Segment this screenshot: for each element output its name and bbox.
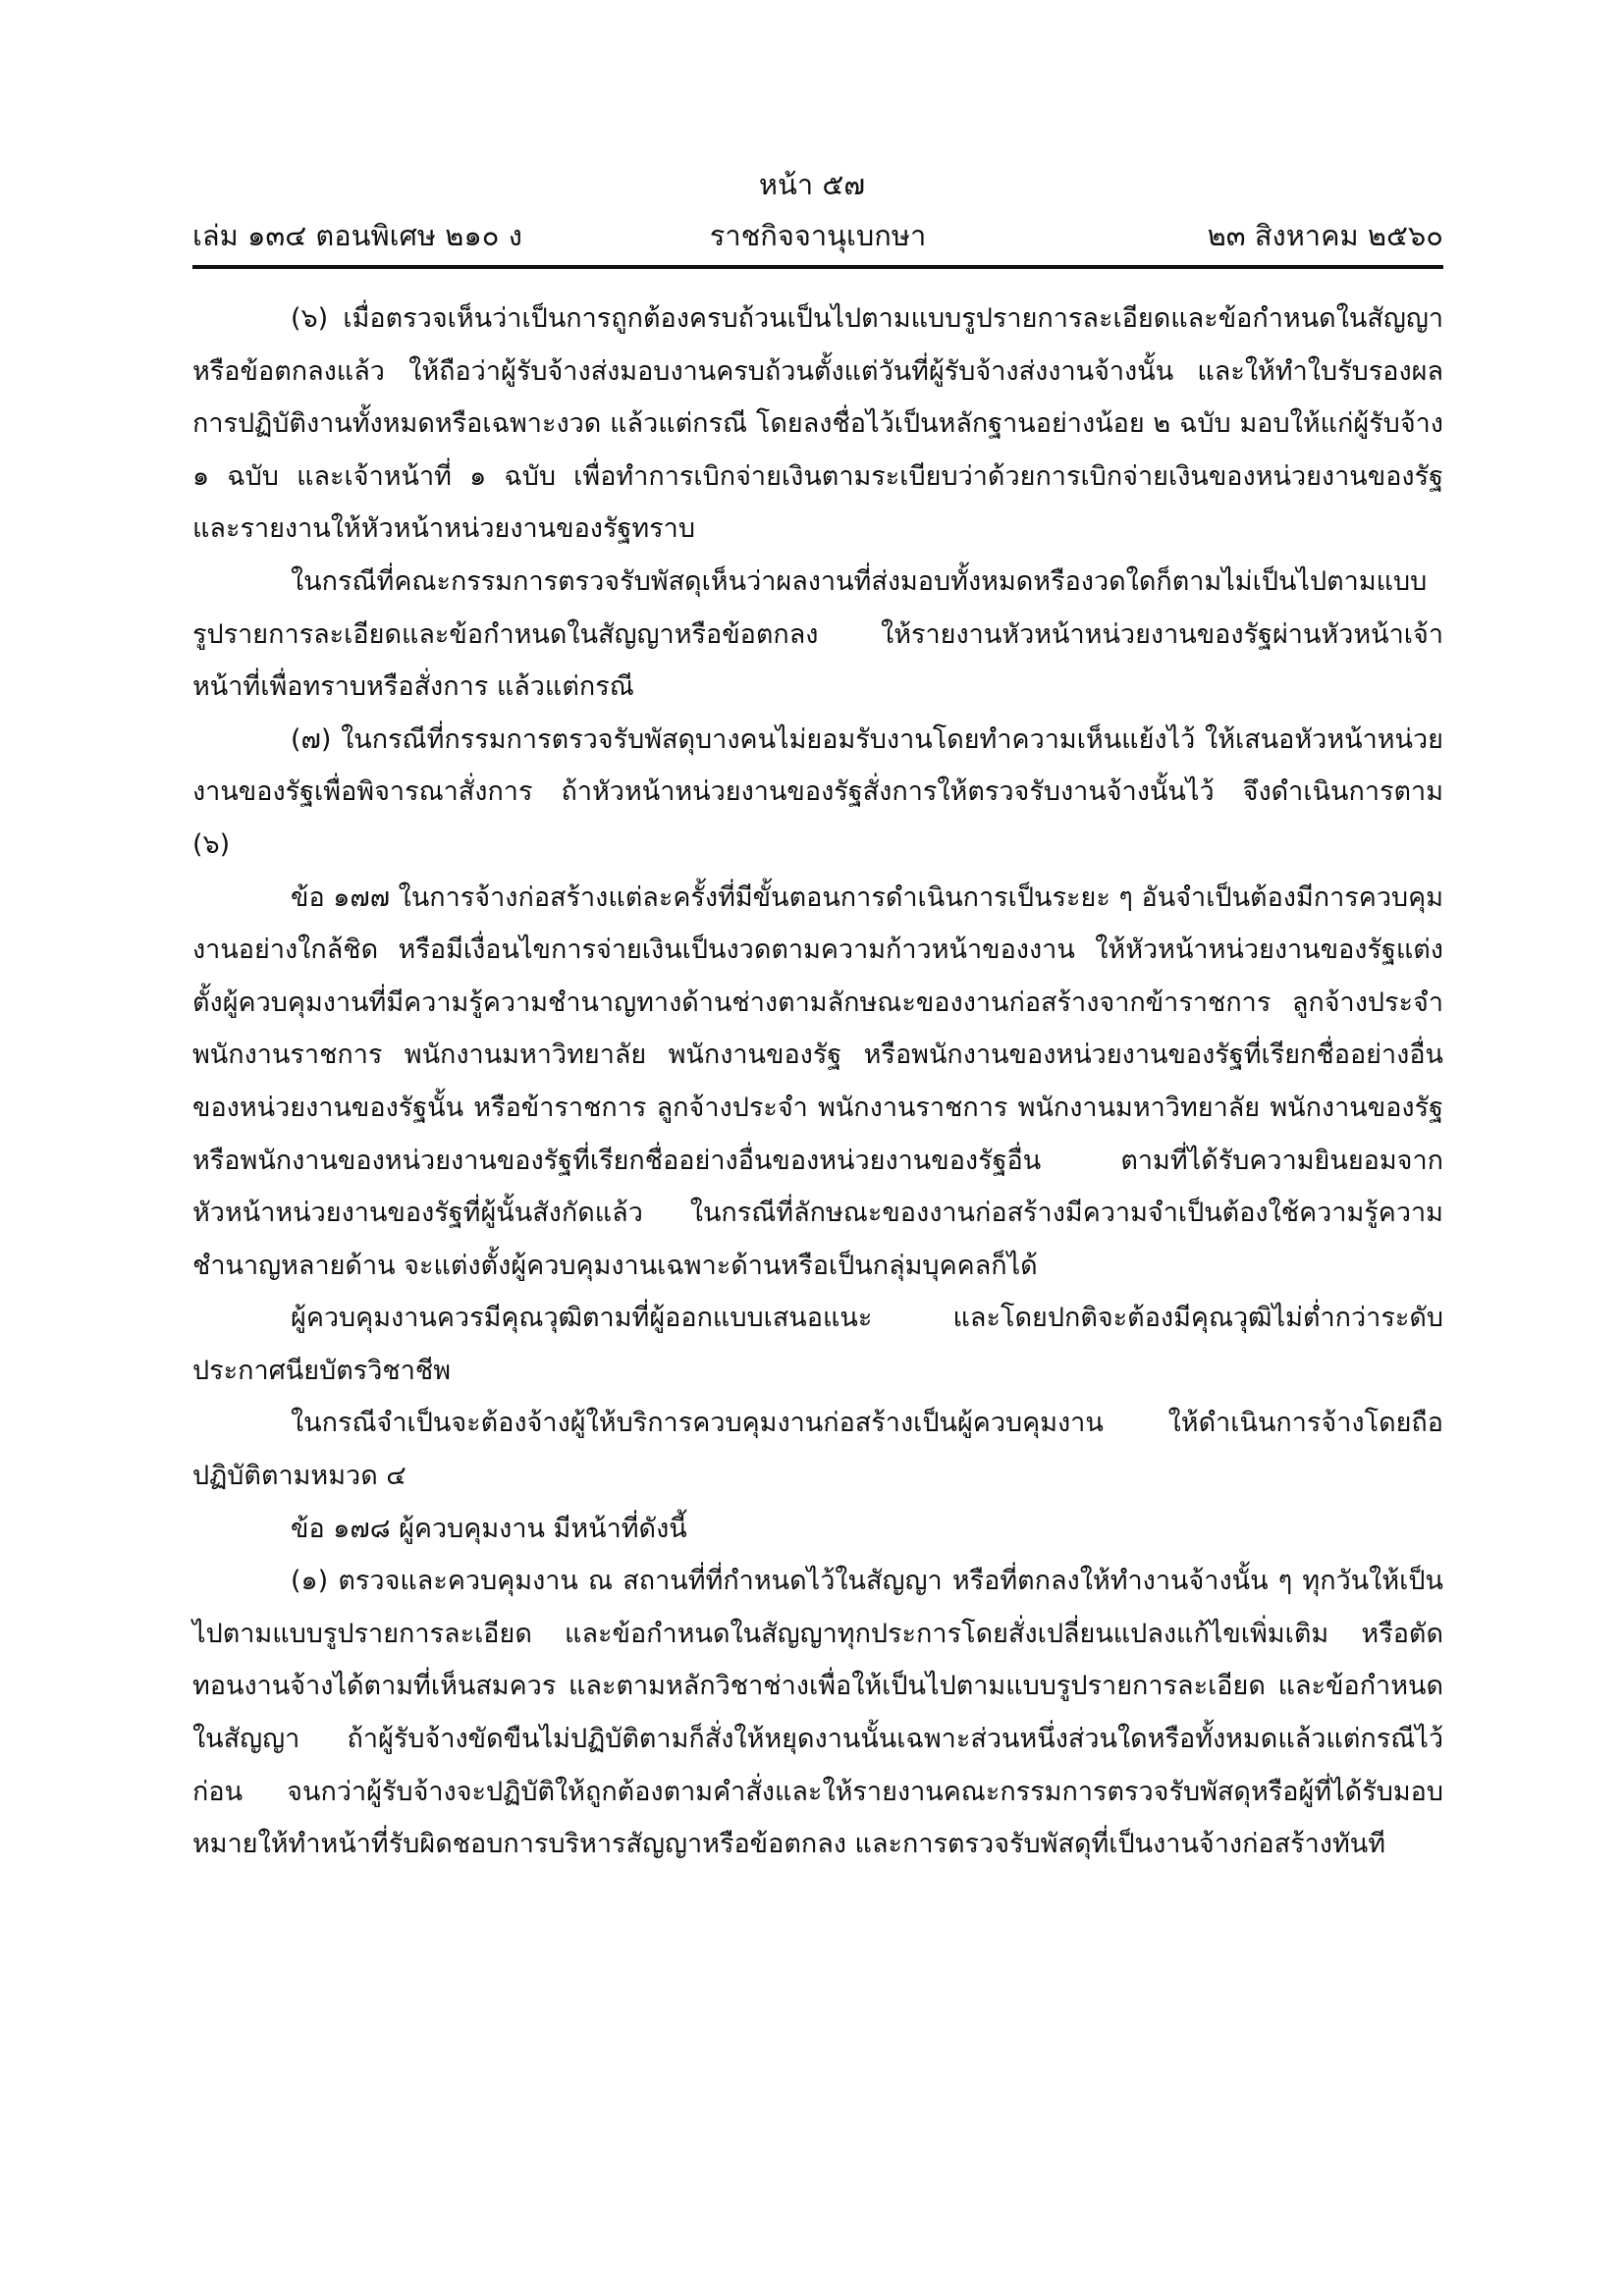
document-body [192, 293, 1443, 1871]
page-number: หน้า ๕๗ [758, 168, 866, 201]
gazette-header [192, 214, 1443, 257]
paragraph: ในกรณีจำเป็นจะต้องจ้างผู้ให้บริการควบคุมงานก่อสร้างเป็นผู้ควบคุมงาน ให้ดำเนินการจ้างโดยถือปฏิบัติตามหมวด ๔ [192, 1408, 1443, 1492]
paragraph: (๗) ในกรณีที่กรรมการตรวจรับพัสดุบางคนไม่ยอมรับงานโดยทำความเห็นแย้งไว้ ให้เสนอหัวหน้าหน่วยงานของรัฐเพื่อพิจารณาสั่งการ ถ้าหัวหน้าหน่วยงานของรัฐสั่งการให้ตรวจรับงานจ้างนั้นไว้ จึงดำเนินการตาม (๖) [192, 723, 1443, 860]
paragraph: (๑) ตรวจและควบคุมงาน ณ สถานที่ที่กำหนดไว้ในสัญญา หรือที่ตกลงให้ทำงานจ้างนั้น ๆ ทุกวันให้เป็นไปตามแบบรูปรายการละเอียด และข้อกำหนดในสัญญาทุกประการโดยสั่งเปลี่ยนแปลงแก้ไขเพิ่มเติม หรือตัดทอนงานจ้างได้ตามที่เห็นสมควร และตามหลักวิชาช่างเพื่อให้เป็นไปตามแบบรูปรายการละเอียด และข้อกำหนดในสัญญา ถ้าผู้รับจ้างขัดขืนไม่ปฏิบัติตามก็สั่งให้หยุดงานนั้นเฉพาะส่วนหนึ่งส่วนใดหรือทั้งหมดแล้วแต่กรณีไว้ก่อน จนกว่าผู้รับจ้างจะปฏิบัติให้ถูกต้องตามคำสั่งและให้รายงานคณะกรรมการตรวจรับพัสดุหรือผู้ที่ได้รับมอบหมายให้ทำหน้าที่รับผิดชอบการบริหารสัญญาหรือข้อตกลง และการตรวจรับพัสดุที่เป็นงานจ้างก่อสร้างทันที [192, 1566, 1443, 1860]
header-divider [192, 265, 1443, 269]
paragraph: ข้อ ๑๗๗ ในการจ้างก่อสร้างแต่ละครั้งที่มีขั้นตอนการดำเนินการเป็นระยะ ๆ อันจำเป็นต้องมีการควบคุมงานอย่างใกล้ชิด หรือมีเงื่อนไขการจ่ายเงินเป็นงวดตามความก้าวหน้าของงาน ให้หัวหน้าหน่วยงานของรัฐแต่งตั้งผู้ควบคุมงานที่มีความรู้ความชำนาญทางด้านช่างตามลักษณะของงานก่อสร้างจากข้าราชการ ลูกจ้างประจำ พนักงานราชการ พนักงานมหาวิทยาลัย พนักงานของรัฐ หรือพนักงานของหน่วยงานของรัฐที่เรียกชื่ออย่างอื่นของหน่วยงานของรัฐนั้น หรือข้าราชการ ลูกจ้างประจำ พนักงานราชการ พนักงานมหาวิทยาลัย พนักงานของรัฐ หรือพนักงานของหน่วยงานของรัฐที่เรียกชื่ออย่างอื่นของหน่วยงานของรัฐอื่น ตามที่ได้รับความยินยอมจากหัวหน้าหน่วยงานของรัฐที่ผู้นั้นสังกัดแล้ว ในกรณีที่ลักษณะของงานก่อสร้างมีความจำเป็นต้องใช้ความรู้ความชำนาญหลายด้าน จะแต่งตั้งผู้ควบคุมงานเฉพาะด้านหรือเป็นกลุ่มบุคคลก็ได้ [192, 881, 1443, 1281]
publication-date: ๒๓ สิงหาคม ๒๕๖๐ [1207, 219, 1443, 252]
paragraph: ข้อ ๑๗๘ ผู้ควบคุมงาน มีหน้าที่ดังนี้ [291, 1513, 687, 1544]
paragraph: ในกรณีที่คณะกรรมการตรวจรับพัสดุเห็นว่าผลงานที่ส่งมอบทั้งหมดหรืองวดใดก็ตามไม่เป็นไปตามแบบรูปรายการละเอียดและข้อกำหนดในสัญญาหรือข้อตกลง ให้รายงานหัวหน้าหน่วยงานของรัฐผ่านหัวหน้าเจ้าหน้าที่เพื่อทราบหรือสั่งการ แล้วแต่กรณี [192, 565, 1443, 703]
publication-name: ราชกิจจานุเบกษา [709, 219, 927, 252]
paragraph: ผู้ควบคุมงานควรมีคุณวุฒิตามที่ผู้ออกแบบเสนอแนะ และโดยปกติจะต้องมีคุณวุฒิไม่ต่ำกว่าระดับประกาศนียบัตรวิชาชีพ [192, 1303, 1443, 1386]
volume-issue: เล่ม ๑๓๔ ตอนพิเศษ ๒๑๐ ง [192, 219, 522, 252]
paragraph: (๖) เมื่อตรวจเห็นว่าเป็นการถูกต้องครบถ้วนเป็นไปตามแบบรูปรายการละเอียดและข้อกำหนดในสัญญาหรือข้อตกลงแล้ว ให้ถือว่าผู้รับจ้างส่งมอบงานครบถ้วนตั้งแต่วันที่ผู้รับจ้างส่งงานจ้างนั้น และให้ทำใบรับรองผลการปฏิบัติงานทั้งหมดหรือเฉพาะงวด แล้วแต่กรณี โดยลงชื่อไว้เป็นหลักฐานอย่างน้อย ๒ ฉบับ มอบให้แก่ผู้รับจ้าง ๑ ฉบับ และเจ้าหน้าที่ ๑ ฉบับ เพื่อทำการเบิกจ่ายเงินตามระเบียบว่าด้วยการเบิกจ่ายเงินของหน่วยงานของรัฐ และรายงานให้หัวหน้าหน่วยงานของรัฐทราบ [192, 303, 1443, 545]
